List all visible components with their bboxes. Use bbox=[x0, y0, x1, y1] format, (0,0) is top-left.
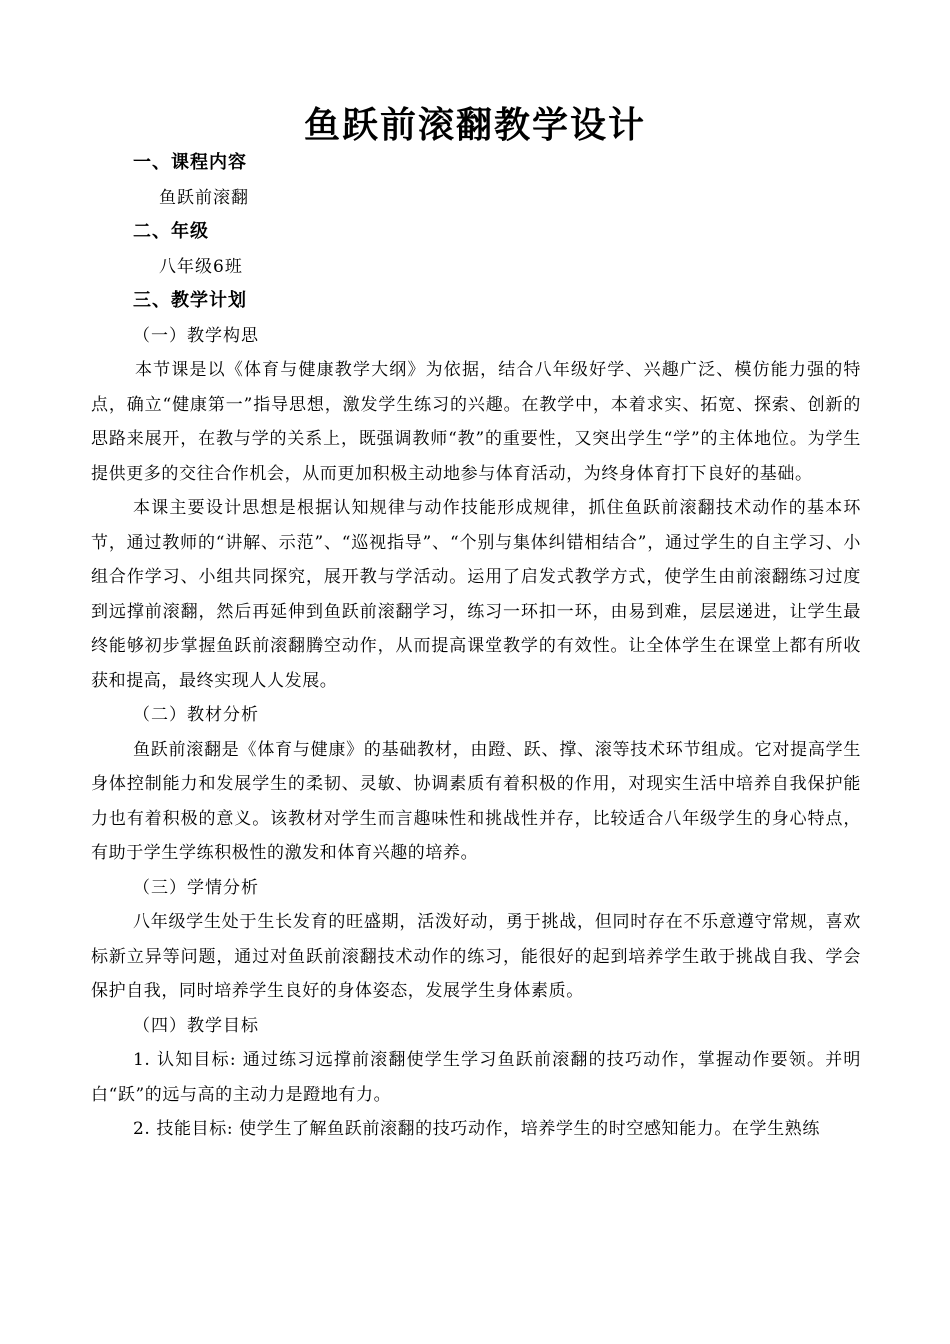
subheading-material-analysis: （二）教材分析 bbox=[133, 705, 259, 725]
paragraph-goal-2: 2. 技能目标: 使学生了解鱼跃前滚翻的技巧动作，培养学生的时空感知能力。在学生熟练 bbox=[133, 1119, 820, 1139]
document-body bbox=[91, 146, 861, 1147]
section-heading-grade: 二、年级 bbox=[133, 221, 209, 242]
subheading-teaching-concept: （一）教学构思 bbox=[133, 325, 259, 346]
section-heading-course-content: 一、课程内容 bbox=[133, 152, 247, 173]
subheading-teaching-goals: （四）教学目标 bbox=[133, 1015, 259, 1036]
paragraph-concept-1: 本节课是以《体育与健康教学大纲》为依据，结合八年级好学、兴趣广泛、模仿能力强的特点，确立“健康第一”指导思想，激发学生练习的兴趣。在教学中，本着求实、拓宽、探索、创新的思路来展开，在教与学的关系上，既强调教师“教”的重要性，又突出学生“学”的主体地位。为学生提供更多的交往合作机会，从而更加积极主动地参与体育活动，为终身体育打下良好的基础。 bbox=[91, 360, 861, 484]
paragraph-concept-2: 本课主要设计思想是根据认知规律与动作技能形成规律，抓住鱼跃前滚翻技术动作的基本环节，通过教师的“讲解、示范”、“巡视指导”、“个别与集体纠错相结合”，通过学生的自主学习、小组合作学习、小组共同探究，展开教与学活动。运用了启发式教学方式，使学生由前滚翻练习过度到远撑前滚翻，然后再延伸到鱼跃前滚翻学习，练习一环扣一环，由易到难，层层递进，让学生最终能够初步掌握鱼跃前滚翻腾空动作，从而提高课堂教学的有效性。让全体学生在课堂上都有所收获和提高，最终实现人人发展。 bbox=[91, 498, 861, 691]
grade-value: 八年级6班 bbox=[159, 256, 243, 277]
document-title: 鱼跃前滚翻教学设计 bbox=[303, 105, 646, 146]
section-heading-plan: 三、教学计划 bbox=[133, 290, 247, 311]
course-content-value: 鱼跃前滚翻 bbox=[159, 187, 249, 208]
subheading-learner-analysis: （三）学情分析 bbox=[133, 877, 259, 898]
paragraph-goal-1: 1. 认知目标: 通过练习远撑前滚翻使学生学习鱼跃前滚翻的技巧动作，掌握动作要领。并明白“跃”的远与高的主动力是蹬地有力。 bbox=[91, 1050, 861, 1105]
paragraph-learners-1: 八年级学生处于生长发育的旺盛期，活泼好动，勇于挑战，但同时存在不乐意遵守常规，喜欢标新立异等问题，通过对鱼跃前滚翻技术动作的练习，能很好的起到培养学生敢于挑战自我、学会保护自我，同时培养学生良好的身体姿态，发展学生身体素质。 bbox=[91, 912, 861, 1001]
paragraph-material-1: 鱼跃前滚翻是《体育与健康》的基础教材，由蹬、跃、撑、滚等技术环节组成。它对提高学生身体控制能力和发展学生的柔韧、灵敏、协调素质有着积极的作用，对现实生活中培养自我保护能力也有着积极的意义。该教材对学生而言趣味性和挑战性并存，比较适合八年级学生的身心特点，有助于学生学练积极性的激发和体育兴趣的培养。 bbox=[91, 739, 861, 863]
